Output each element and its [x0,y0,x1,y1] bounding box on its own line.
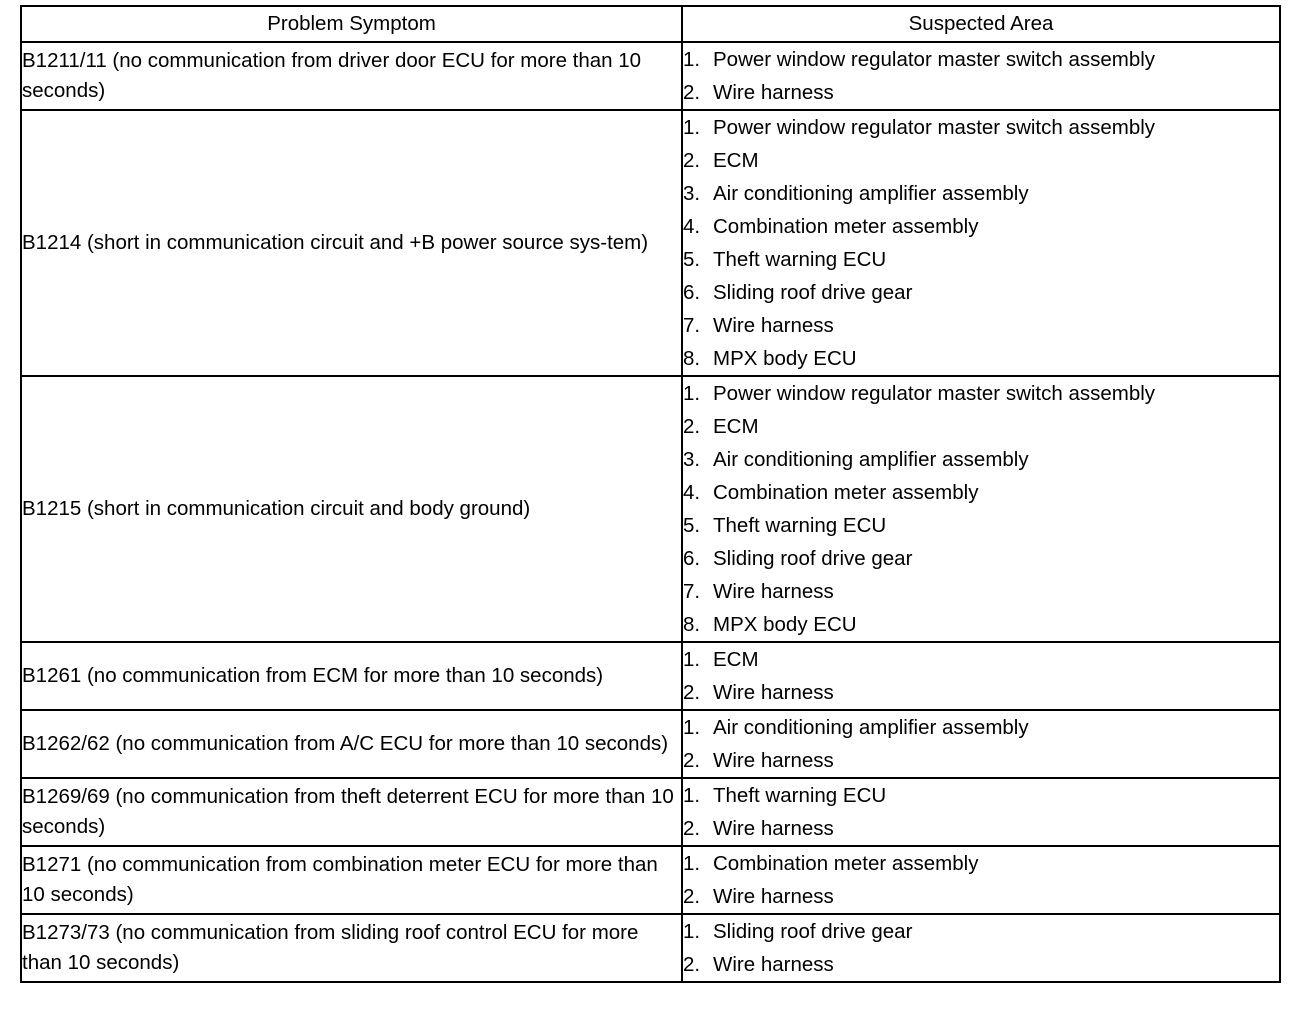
list-item-text: MPX body ECU [713,347,857,370]
suspected-area-item [683,711,1279,744]
list-item-number: 2. [683,415,701,438]
suspected-area-cell [682,42,1280,110]
list-item-text: Air conditioning amplifier assembly [713,448,1029,471]
list-item-text: Wire harness [713,580,834,603]
list-item-number: 2. [683,885,701,908]
list-item-text: Wire harness [713,81,834,104]
list-item-number: 2. [683,817,701,840]
table-header-row [21,6,1280,42]
list-item-text: Wire harness [713,681,834,704]
list-item-number: 6. [683,547,701,570]
table-row [21,710,1280,778]
list-item-number: 2. [683,149,701,172]
list-item-number: 6. [683,281,701,304]
suspected-area-list [683,377,1279,641]
problem-symptom-cell: B1261 (no communication from ECM for more than 10 seconds) [21,642,682,710]
list-item-text: Wire harness [713,885,834,908]
suspected-area-cell [682,914,1280,982]
list-item-number: 8. [683,613,701,636]
table-row [21,376,1280,642]
suspected-area-item [683,377,1279,410]
list-item-number: 1. [683,648,701,671]
list-item-number: 4. [683,215,701,238]
list-item-number: 8. [683,347,701,370]
suspected-area-list [683,111,1279,375]
list-item-text: Sliding roof drive gear [713,547,913,570]
list-item-text: Power window regulator master switch assembly [713,48,1156,71]
list-item-number: 3. [683,448,701,471]
suspected-area-item [683,779,1279,812]
table-body [21,42,1280,982]
list-item-text: Combination meter assembly [713,481,979,504]
suspected-area-item [683,575,1279,608]
suspected-area-item [683,144,1279,177]
table-row [21,846,1280,914]
problem-symptom-cell: B1262/62 (no communication from A/C ECU for more than 10 seconds) [21,710,682,778]
list-item-text: Wire harness [713,314,834,337]
list-item-text: MPX body ECU [713,613,857,636]
suspected-area-cell [682,376,1280,642]
suspected-area-item [683,643,1279,676]
list-item-number: 2. [683,749,701,772]
suspected-area-item [683,177,1279,210]
suspected-area-item [683,608,1279,641]
table-row [21,778,1280,846]
list-item-number: 1. [683,48,701,71]
list-item-text: Sliding roof drive gear [713,281,913,304]
suspected-area-item [683,744,1279,777]
problem-symptom-table [20,5,1281,983]
suspected-area-list [683,643,1279,709]
list-item-number: 5. [683,514,701,537]
suspected-area-item [683,276,1279,309]
list-item-text: Power window regulator master switch assembly [713,116,1156,139]
list-item-text: ECM [713,648,759,671]
list-item-text: Sliding roof drive gear [713,920,913,943]
list-item-number: 1. [683,116,701,139]
suspected-area-cell [682,846,1280,914]
suspected-area-item [683,210,1279,243]
list-item-number: 1. [683,716,701,739]
list-item-text: Wire harness [713,817,834,840]
list-item-text: Theft warning ECU [713,514,887,537]
list-item-number: 2. [683,953,701,976]
list-item-text: Combination meter assembly [713,215,979,238]
suspected-area-item [683,76,1279,109]
list-item-text: Combination meter assembly [713,852,979,875]
table-row [21,914,1280,982]
suspected-area-list [683,779,1279,845]
suspected-area-item [683,443,1279,476]
suspected-area-item [683,948,1279,981]
suspected-area-item [683,542,1279,575]
suspected-area-item [683,915,1279,948]
list-item-text: ECM [713,149,759,172]
list-item-number: 7. [683,580,701,603]
list-item-text: Theft warning ECU [713,248,887,271]
suspected-area-item [683,111,1279,144]
problem-symptom-cell: B1269/69 (no communication from theft deterrent ECU for more than 10 seconds) [21,778,682,846]
list-item-text: Air conditioning amplifier assembly [713,182,1029,205]
suspected-area-item [683,342,1279,375]
list-item-text: Air conditioning amplifier assembly [713,716,1029,739]
suspected-area-item [683,43,1279,76]
table-row [21,42,1280,110]
suspected-area-cell [682,642,1280,710]
suspected-area-cell [682,710,1280,778]
list-item-number: 5. [683,248,701,271]
table-row [21,642,1280,710]
list-item-text: Wire harness [713,953,834,976]
problem-symptom-cell: B1211/11 (no communication from driver door ECU for more than 10 seconds) [21,42,682,110]
problem-symptom-cell: B1215 (short in communication circuit and body ground) [21,376,682,642]
suspected-area-item [683,509,1279,542]
suspected-area-list [683,847,1279,913]
list-item-text: Power window regulator master switch assembly [713,382,1156,405]
suspected-area-item [683,309,1279,342]
suspected-area-item [683,847,1279,880]
problem-symptom-cell: B1214 (short in communication circuit and +B power source sys-tem) [21,110,682,376]
suspected-area-list [683,915,1279,981]
table-row [21,110,1280,376]
list-item-number: 4. [683,481,701,504]
list-item-number: 2. [683,81,701,104]
problem-symptom-cell: B1273/73 (no communication from sliding roof control ECU for more than 10 seconds) [21,914,682,982]
list-item-number: 1. [683,852,701,875]
suspected-area-item [683,676,1279,709]
suspected-area-item [683,476,1279,509]
list-item-text: Wire harness [713,749,834,772]
list-item-text: ECM [713,415,759,438]
list-item-number: 3. [683,182,701,205]
suspected-area-item [683,812,1279,845]
suspected-area-cell [682,110,1280,376]
suspected-area-list [683,43,1279,109]
suspected-area-item [683,243,1279,276]
suspected-area-item [683,410,1279,443]
list-item-text: Theft warning ECU [713,784,887,807]
header-suspected-area: Suspected Area [682,6,1280,42]
suspected-area-cell [682,778,1280,846]
list-item-number: 1. [683,784,701,807]
suspected-area-item [683,880,1279,913]
list-item-number: 1. [683,382,701,405]
list-item-number: 7. [683,314,701,337]
list-item-number: 1. [683,920,701,943]
problem-symptom-cell: B1271 (no communication from combination meter ECU for more than 10 seconds) [21,846,682,914]
list-item-number: 2. [683,681,701,704]
header-problem-symptom: Problem Symptom [21,6,682,42]
suspected-area-list [683,711,1279,777]
